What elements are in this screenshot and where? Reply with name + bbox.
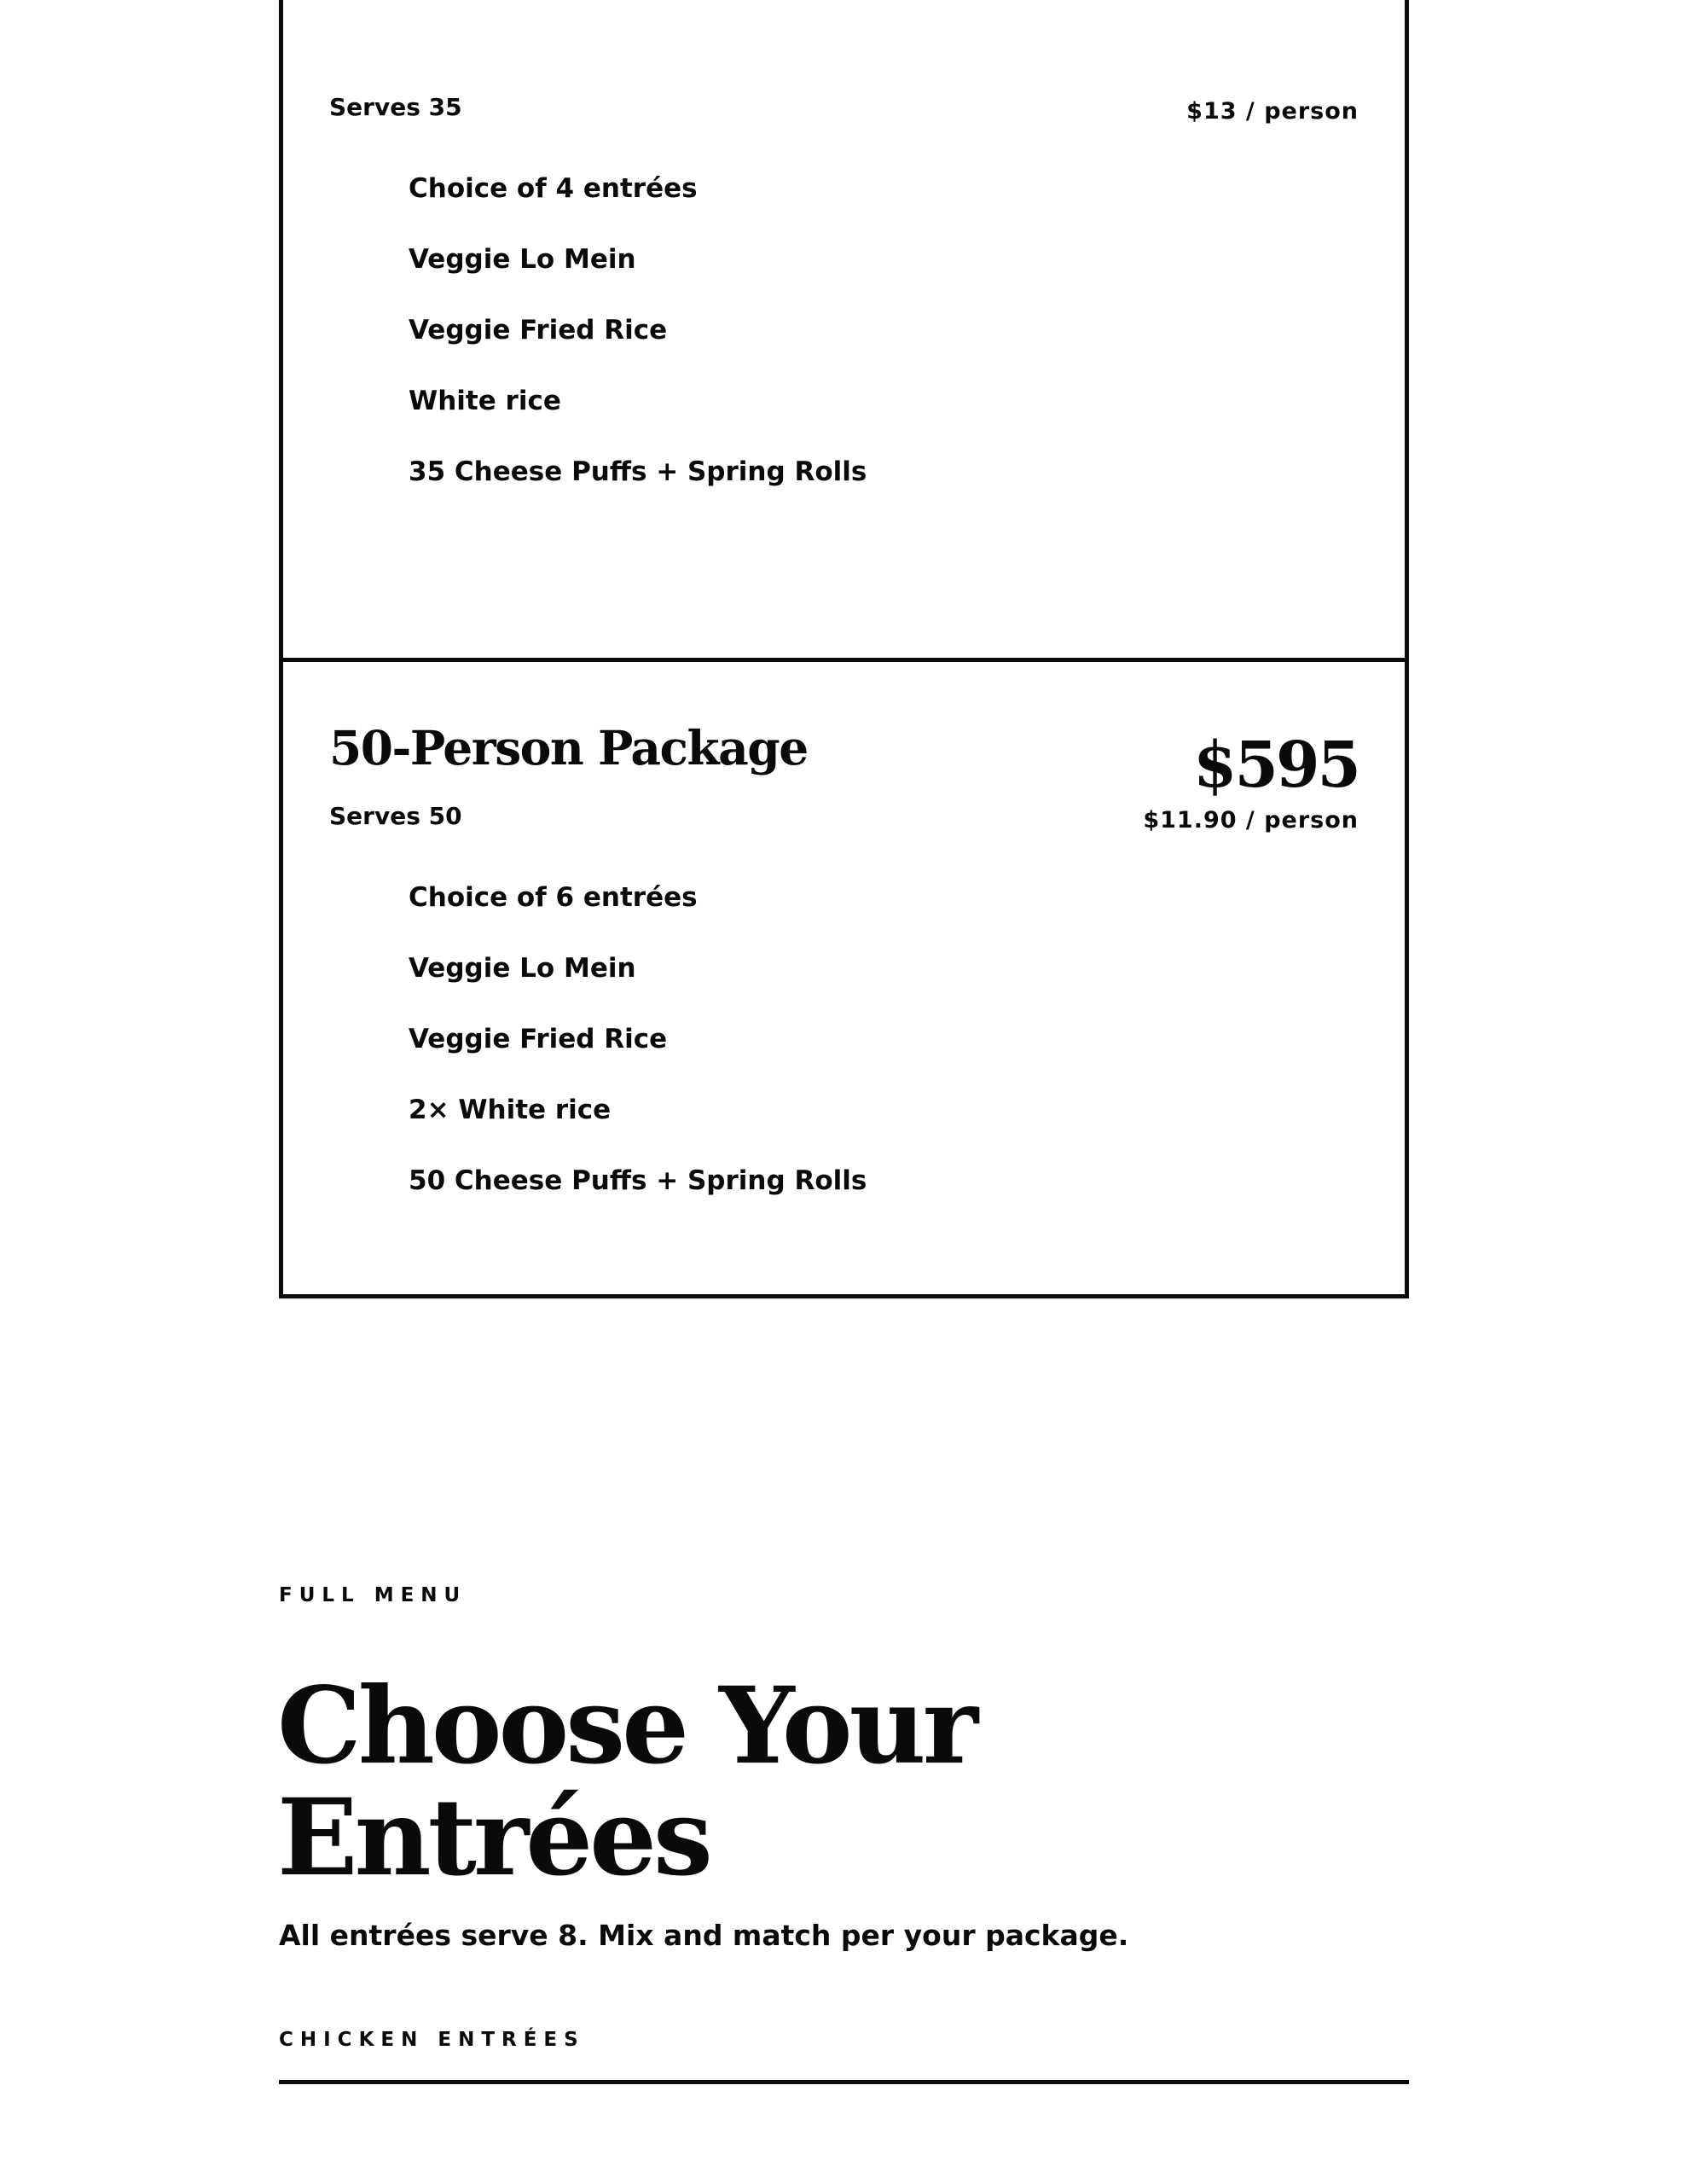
serves-count: Serves 35 [329,93,462,121]
list-item: Veggie Lo Mein [409,244,636,275]
category-label-chicken: CHICKEN ENTRÉES [279,2029,585,2051]
page-title-line-1: Choose Your [277,1664,976,1788]
list-item: 35 Cheese Puffs + Spring Rolls [409,456,867,487]
package-card-35 [279,0,1409,662]
section-eyebrow: FULL MENU [279,1584,467,1606]
package-card-50 [279,658,1409,1298]
list-item: Veggie Lo Mein [409,953,636,984]
per-person-price: $13 / person [1186,98,1359,125]
package-items-list [409,171,867,526]
list-item: Choice of 6 entrées [409,882,698,913]
page-title-line-2: Entrées [277,1776,710,1900]
list-item: White rice [409,386,561,416]
list-item: 50 Cheese Puffs + Spring Rolls [409,1165,867,1196]
list-item: Veggie Fried Rice [409,315,668,346]
package-title: 50-Person Package [329,720,808,775]
list-item: Choice of 4 entrées [409,173,698,204]
page-title [277,1664,976,1900]
category-divider [279,2080,1409,2084]
serves-count: Serves 50 [329,802,462,830]
list-item: 2× White rice [409,1095,612,1125]
page-subtitle: All entrées serve 8. Mix and match per your package. [279,1919,1129,1952]
list-item: Veggie Fried Rice [409,1024,668,1054]
package-items-list [409,880,867,1234]
per-person-price: $11.90 / person [1143,807,1359,834]
package-price: $595 [1193,729,1359,802]
